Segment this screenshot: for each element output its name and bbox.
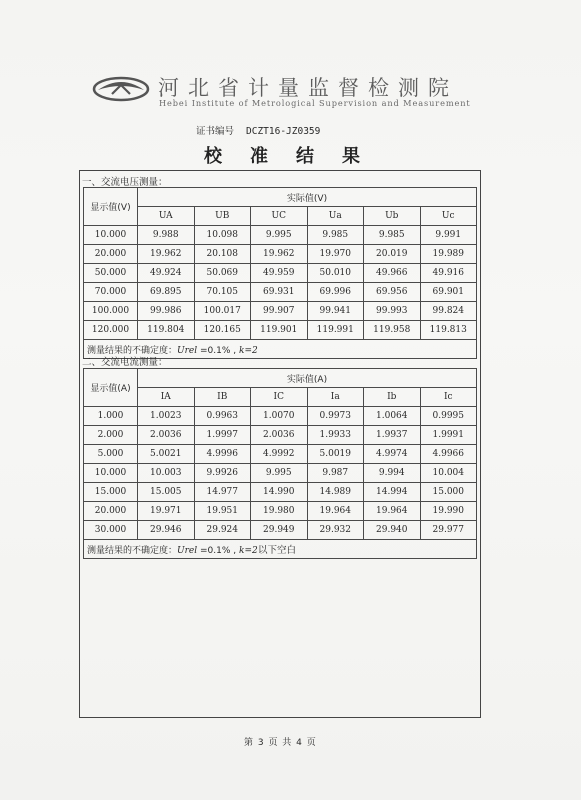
current-actual-header: 实际值(A) (138, 369, 477, 388)
institute-name-en: Hebei Institute of Metrological Supervision and Measurement (159, 98, 471, 108)
voltage-actual-header: 实际值(V) (138, 188, 477, 207)
actual-value-cell: 0.9963 (194, 407, 251, 426)
actual-value-cell: 99.941 (307, 302, 364, 321)
coverage-factor: k=2 (238, 545, 258, 556)
table-row (84, 321, 477, 340)
actual-value-cell: 29.977 (420, 521, 477, 540)
column-header: UB (194, 207, 251, 226)
shown-value-cell: 1.000 (84, 407, 138, 426)
column-header: Ic (420, 388, 477, 407)
actual-value-cell: 19.962 (138, 245, 195, 264)
actual-value-cell: 14.977 (194, 483, 251, 502)
actual-value-cell: 9.995 (251, 226, 308, 245)
shown-value-cell: 20.000 (84, 245, 138, 264)
actual-value-cell: 29.932 (307, 521, 364, 540)
table-row (84, 302, 477, 321)
column-header: Uc (420, 207, 477, 226)
actual-value-cell: 2.0036 (138, 426, 195, 445)
actual-value-cell: 69.895 (138, 283, 195, 302)
column-header: IC (251, 388, 308, 407)
actual-value-cell: 5.0021 (138, 445, 195, 464)
uncertainty-prefix: 测量结果的不确定度： (87, 545, 178, 556)
actual-value-cell: 14.994 (364, 483, 421, 502)
actual-value-cell: 5.0019 (307, 445, 364, 464)
shown-value-cell: 2.000 (84, 426, 138, 445)
actual-value-cell: 9.985 (364, 226, 421, 245)
institute-name-cn: 河北省计量监督检测院 (158, 76, 458, 100)
shown-value-cell: 70.000 (84, 283, 138, 302)
actual-value-cell: 29.924 (194, 521, 251, 540)
actual-value-cell: 1.0064 (364, 407, 421, 426)
actual-value-cell: 1.9933 (307, 426, 364, 445)
uncertainty-symbol: Urel (177, 545, 198, 556)
column-header: IB (194, 388, 251, 407)
actual-value-cell: 119.958 (364, 321, 421, 340)
actual-value-cell: 1.0023 (138, 407, 195, 426)
shown-value-cell: 50.000 (84, 264, 138, 283)
column-header: Ua (307, 207, 364, 226)
actual-value-cell: 19.970 (307, 245, 364, 264)
column-header: Ia (307, 388, 364, 407)
actual-value-cell: 99.993 (364, 302, 421, 321)
actual-value-cell: 19.971 (138, 502, 195, 521)
actual-value-cell: 15.000 (420, 483, 477, 502)
table-row (84, 521, 477, 540)
actual-value-cell: 69.996 (307, 283, 364, 302)
table-row (84, 283, 477, 302)
actual-value-cell: 9.985 (307, 226, 364, 245)
actual-value-cell: 4.9966 (420, 445, 477, 464)
actual-value-cell: 119.991 (307, 321, 364, 340)
actual-value-cell: 9.991 (420, 226, 477, 245)
actual-value-cell: 69.931 (251, 283, 308, 302)
actual-value-cell: 19.964 (364, 502, 421, 521)
actual-value-cell: 4.9974 (364, 445, 421, 464)
uncertainty-prefix: 测量结果的不确定度： (87, 345, 178, 356)
column-header: Ib (364, 388, 421, 407)
actual-value-cell: 14.989 (307, 483, 364, 502)
actual-value-cell: 49.959 (251, 264, 308, 283)
actual-value-cell: 119.813 (420, 321, 477, 340)
actual-value-cell: 19.951 (194, 502, 251, 521)
actual-value-cell: 9.988 (138, 226, 195, 245)
column-header: UC (251, 207, 308, 226)
actual-value-cell: 10.003 (138, 464, 195, 483)
actual-value-cell: 49.924 (138, 264, 195, 283)
table-row (84, 407, 477, 426)
page-number: 第 3 页 共 4 页 (244, 738, 317, 748)
actual-value-cell: 0.9973 (307, 407, 364, 426)
voltage-shown-header: 显示值(V) (84, 188, 138, 226)
actual-value-cell: 69.901 (420, 283, 477, 302)
table-row (84, 483, 477, 502)
actual-value-cell: 0.9995 (420, 407, 477, 426)
actual-value-cell: 1.9997 (194, 426, 251, 445)
actual-value-cell: 29.940 (364, 521, 421, 540)
column-header: UA (138, 207, 195, 226)
institute-header (92, 70, 492, 115)
certificate-number-line (196, 123, 320, 137)
actual-value-cell: 9.995 (251, 464, 308, 483)
actual-value-cell: 29.946 (138, 521, 195, 540)
actual-value-cell: 100.017 (194, 302, 251, 321)
actual-value-cell: 50.010 (307, 264, 364, 283)
actual-value-cell: 1.9937 (364, 426, 421, 445)
table-row (84, 426, 477, 445)
actual-value-cell: 50.069 (194, 264, 251, 283)
shown-value-cell: 30.000 (84, 521, 138, 540)
actual-value-cell: 19.962 (251, 245, 308, 264)
table-row (84, 264, 477, 283)
uncertainty-symbol: Urel (177, 345, 198, 356)
shown-value-cell: 10.000 (84, 226, 138, 245)
column-header: Ub (364, 207, 421, 226)
shown-value-cell: 5.000 (84, 445, 138, 464)
actual-value-cell: 1.0070 (251, 407, 308, 426)
actual-value-cell: 15.005 (138, 483, 195, 502)
shown-value-cell: 20.000 (84, 502, 138, 521)
blank-below-note: 以下空白 (258, 545, 297, 556)
certificate-number-label: 证书编号 (196, 126, 235, 137)
actual-value-cell: 49.966 (364, 264, 421, 283)
actual-value-cell: 9.994 (364, 464, 421, 483)
table-row (84, 502, 477, 521)
actual-value-cell: 49.916 (420, 264, 477, 283)
uncertainty-value: =0.1% , (199, 345, 239, 356)
actual-value-cell: 20.108 (194, 245, 251, 264)
uncertainty-value: =0.1% , (199, 545, 239, 556)
actual-value-cell: 19.989 (420, 245, 477, 264)
page-title: 校准结果 (204, 146, 388, 167)
actual-value-cell: 10.098 (194, 226, 251, 245)
voltage-section-title: 一、交流电压测量： (82, 177, 168, 188)
actual-value-cell: 9.9926 (194, 464, 251, 483)
certificate-number: DCZT16-JZ0359 (246, 126, 321, 137)
actual-value-cell: 20.019 (364, 245, 421, 264)
actual-value-cell: 119.804 (138, 321, 195, 340)
voltage-table (83, 187, 477, 359)
table-row (84, 445, 477, 464)
actual-value-cell: 19.990 (420, 502, 477, 521)
table-row (84, 226, 477, 245)
actual-value-cell: 2.0036 (251, 426, 308, 445)
column-header: IA (138, 388, 195, 407)
table-row (84, 464, 477, 483)
coverage-factor: k=2 (238, 345, 258, 356)
actual-value-cell: 4.9996 (194, 445, 251, 464)
actual-value-cell: 69.956 (364, 283, 421, 302)
shown-value-cell: 120.000 (84, 321, 138, 340)
actual-value-cell: 1.9991 (420, 426, 477, 445)
shown-value-cell: 15.000 (84, 483, 138, 502)
actual-value-cell: 99.907 (251, 302, 308, 321)
institute-logo-icon (92, 76, 150, 102)
actual-value-cell: 10.004 (420, 464, 477, 483)
current-shown-header: 显示值(A) (84, 369, 138, 407)
shown-value-cell: 100.000 (84, 302, 138, 321)
actual-value-cell: 99.824 (420, 302, 477, 321)
current-section-title: 二、交流电流测量： (82, 357, 168, 368)
actual-value-cell: 19.980 (251, 502, 308, 521)
current-table (83, 368, 477, 559)
actual-value-cell: 14.990 (251, 483, 308, 502)
actual-value-cell: 9.987 (307, 464, 364, 483)
actual-value-cell: 99.986 (138, 302, 195, 321)
actual-value-cell: 70.105 (194, 283, 251, 302)
actual-value-cell: 19.964 (307, 502, 364, 521)
shown-value-cell: 10.000 (84, 464, 138, 483)
table-row (84, 245, 477, 264)
actual-value-cell: 4.9992 (251, 445, 308, 464)
actual-value-cell: 120.165 (194, 321, 251, 340)
actual-value-cell: 29.949 (251, 521, 308, 540)
actual-value-cell: 119.901 (251, 321, 308, 340)
